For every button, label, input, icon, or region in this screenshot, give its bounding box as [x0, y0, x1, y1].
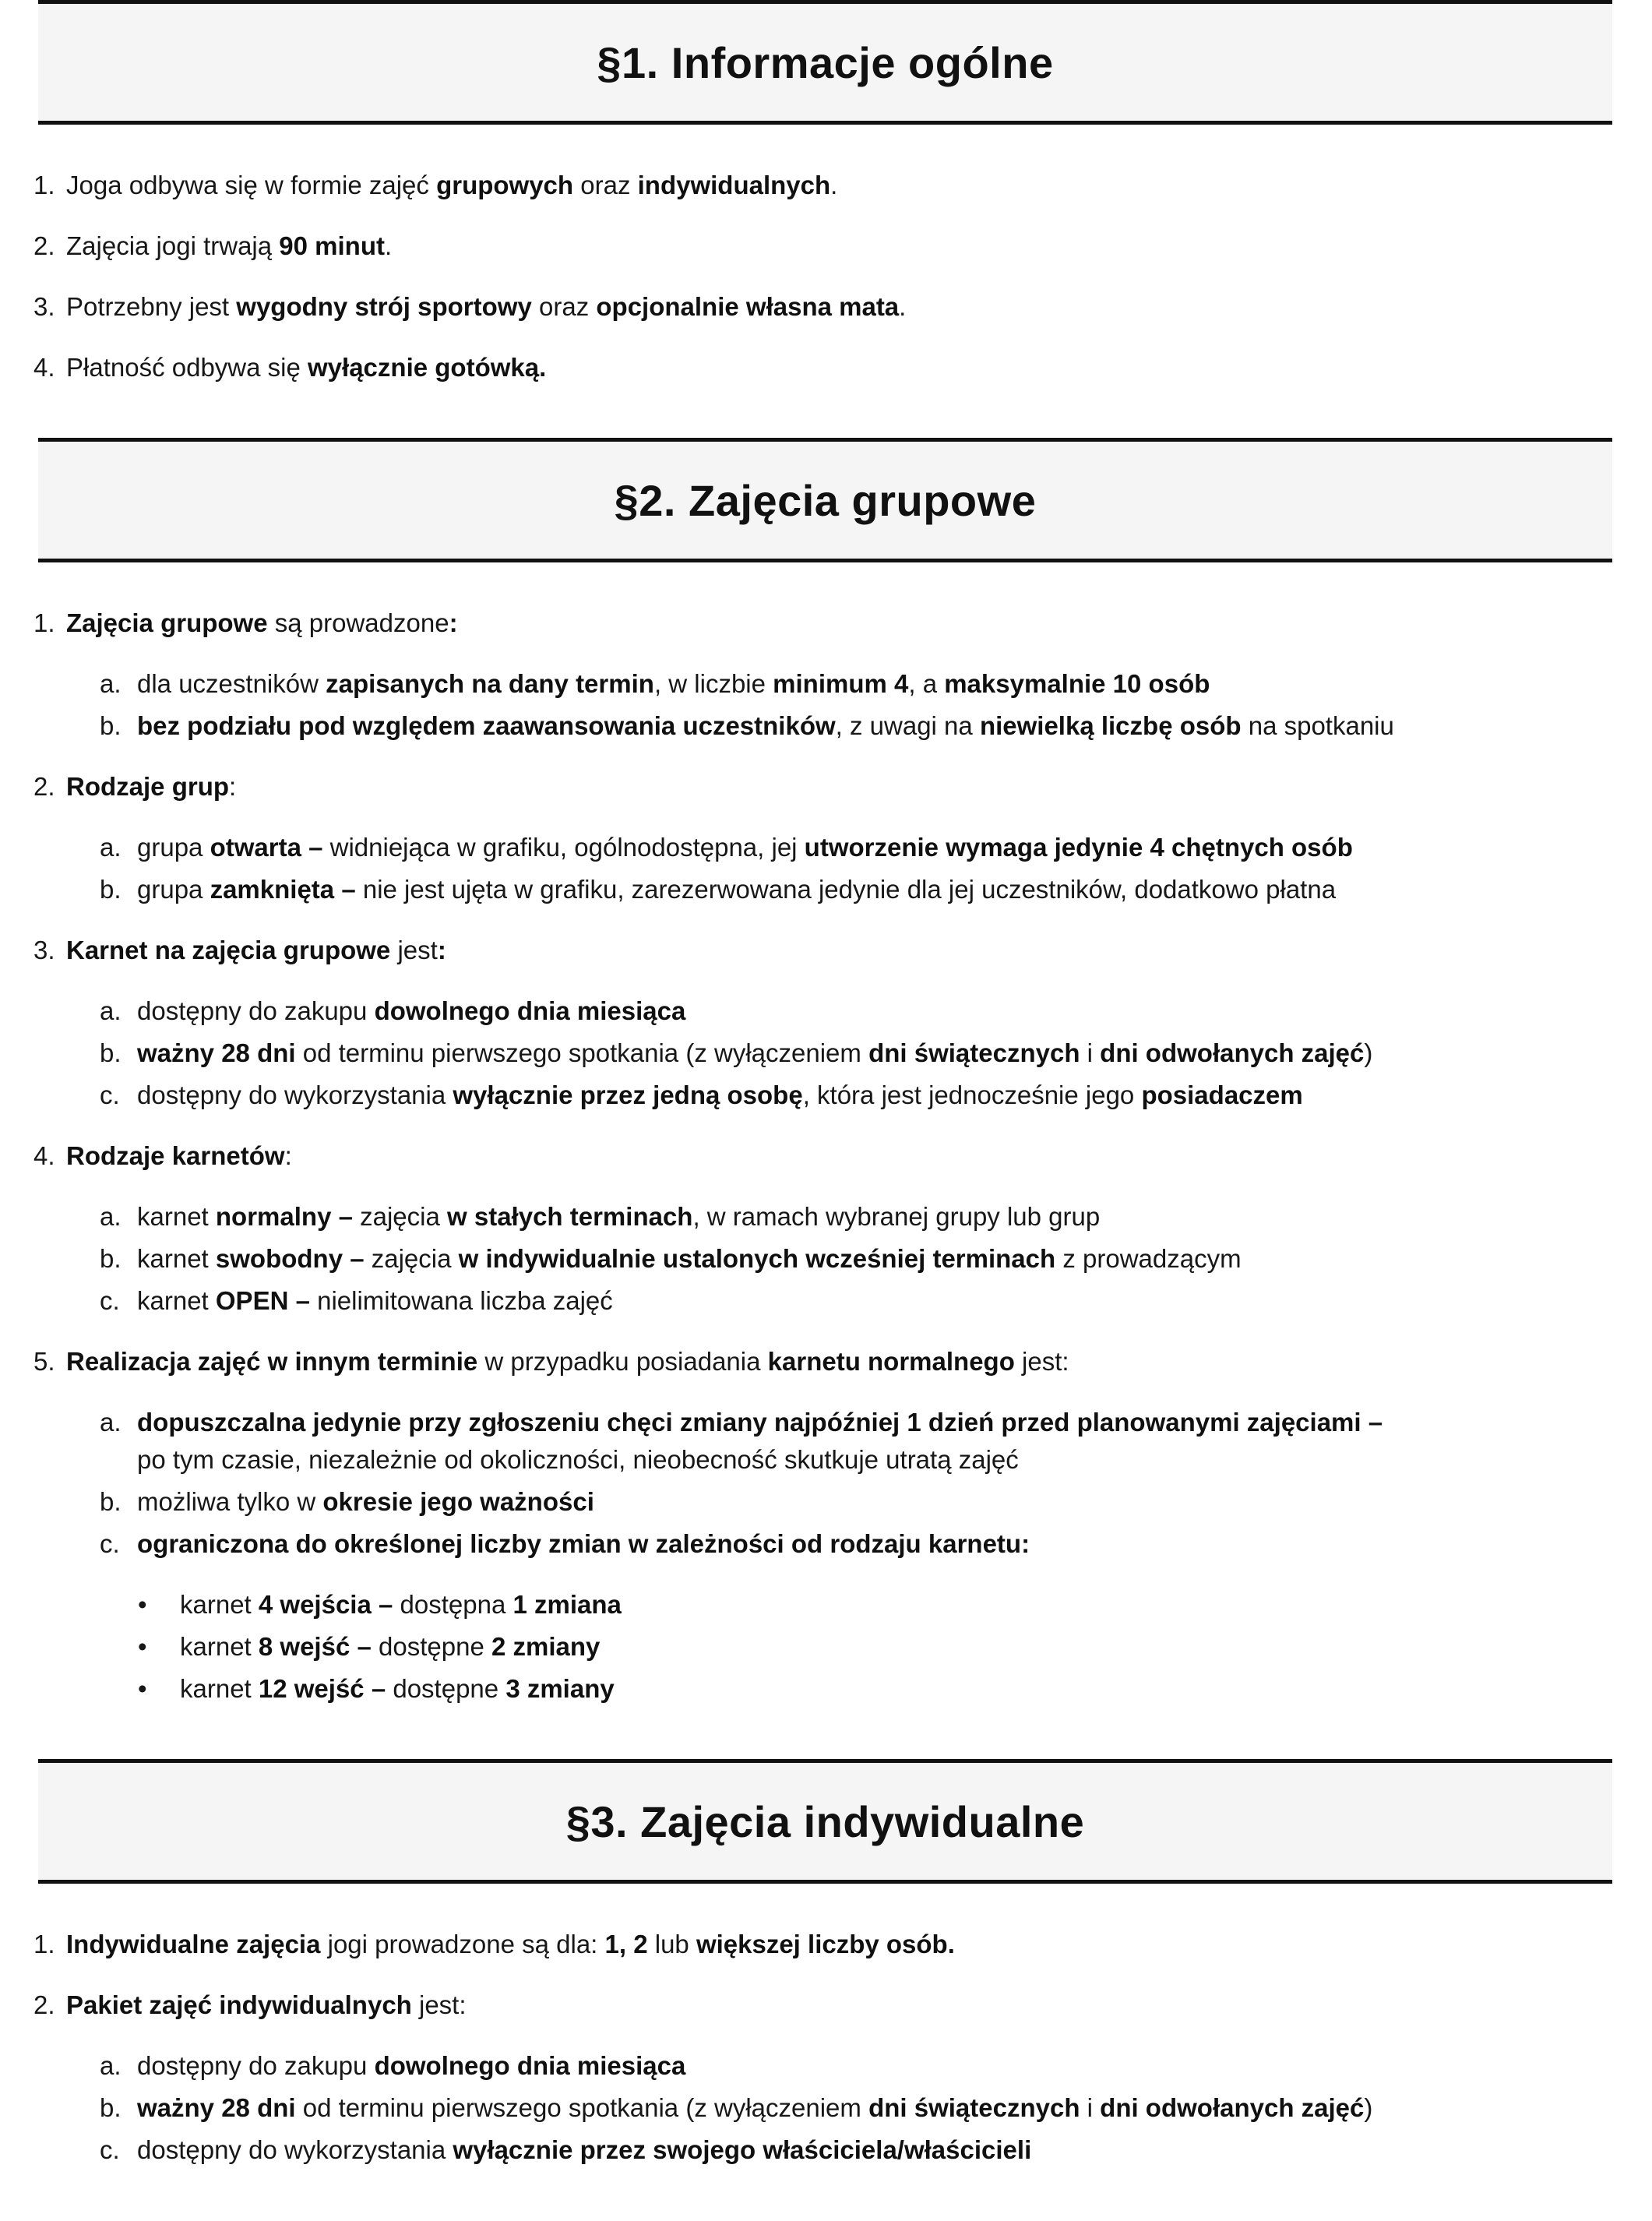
section-title: §3. Zajęcia indywidualne	[565, 1796, 1085, 1846]
section-list	[33, 605, 1629, 1708]
text-segment: na spotkaniu	[1241, 711, 1394, 740]
list-row	[138, 1628, 1629, 1666]
list-row	[100, 1525, 1629, 1563]
item-marker: 1.	[33, 171, 55, 199]
text-segment: zajęcia	[352, 1202, 448, 1231]
sub-item-marker: a.	[100, 1202, 122, 1231]
list-row	[100, 992, 1629, 1030]
text-segment: ograniczona do określonej liczby zmian w zależności od rodzaju karnetu	[137, 1529, 1022, 1558]
item-text	[66, 932, 1629, 969]
list-row	[33, 1343, 1629, 1380]
text-segment: utworzenie wymaga jedynie 4 chętnych osób	[804, 833, 1353, 862]
text-segment: swobodny –	[215, 1244, 365, 1273]
text-segment: zajęcia	[364, 1244, 459, 1273]
item-marker: 3.	[33, 936, 55, 964]
sub-item-marker: b.	[100, 875, 122, 904]
section-header	[38, 0, 1612, 125]
text-segment: :	[284, 1141, 292, 1170]
sub-item-marker: b.	[100, 2093, 122, 2122]
list-item	[33, 1343, 1629, 1708]
item-marker: 3.	[33, 292, 55, 321]
text-segment: karnet	[137, 1244, 216, 1273]
text-segment: większej liczby osób.	[696, 1930, 955, 1958]
list-row	[100, 707, 1629, 745]
text-segment: dostępny do wykorzystania	[137, 2135, 453, 2164]
item-text	[66, 1137, 1629, 1175]
text-segment: karnet	[137, 1202, 216, 1231]
text-segment: , a	[908, 669, 945, 698]
list-item	[33, 932, 1629, 1114]
text-segment: grupa	[137, 833, 210, 862]
text-segment: )	[1364, 2093, 1373, 2122]
sub-list	[33, 1198, 1629, 1320]
text-segment: jogi prowadzone są dla:	[320, 1930, 605, 1958]
item-text	[137, 2047, 1629, 2085]
section-title: §2. Zajęcia grupowe	[614, 475, 1037, 525]
item-text	[137, 2089, 1629, 2127]
sub-list	[33, 992, 1629, 1114]
text-segment: dla uczestników	[137, 669, 326, 698]
text-segment: wyłącznie przez swojego właściciela/właścicieli	[453, 2135, 1032, 2164]
text-segment: możliwa tylko w	[137, 1487, 323, 1516]
text-segment: zamknięta –	[210, 875, 356, 904]
text-segment: minimum 4	[773, 669, 909, 698]
text-segment: oraz	[531, 292, 597, 321]
sub-item-marker: c.	[100, 1081, 120, 1109]
item-text	[66, 167, 1629, 204]
list-row	[138, 1670, 1629, 1708]
text-segment: :	[437, 936, 446, 964]
list-row	[33, 288, 1629, 326]
text-segment: dowolnego dnia miesiąca	[374, 996, 686, 1025]
text-segment: z prowadzącym	[1055, 1244, 1242, 1273]
text-segment: Indywidualne zajęcia	[66, 1930, 321, 1958]
text-segment: dostępna	[393, 1590, 513, 1619]
text-segment: grupa	[137, 875, 210, 904]
list-row	[100, 1198, 1629, 1236]
text-segment: dostępne	[371, 1632, 491, 1661]
item-text	[137, 1483, 1629, 1521]
sub-list	[33, 2047, 1629, 2169]
list-row	[100, 1282, 1629, 1320]
item-text	[66, 1926, 1629, 1963]
text-segment: dopuszczalna jedynie przy zgłoszeniu chęci zmiany najpóźniej 1 dzień przed planowanymi zajęciami –	[137, 1408, 1383, 1437]
list-row	[100, 665, 1629, 703]
item-text	[137, 1404, 1629, 1479]
list-row	[33, 1926, 1629, 1963]
text-segment: dni odwołanych zajęć	[1100, 2093, 1365, 2122]
text-segment: ważny 28 dni	[137, 2093, 296, 2122]
list-row	[33, 1987, 1629, 2024]
text-segment: wygodny strój sportowy	[236, 292, 532, 321]
list-row	[33, 768, 1629, 806]
item-text	[137, 707, 1629, 745]
text-segment: dowolnego dnia miesiąca	[374, 2051, 686, 2080]
text-segment: Joga odbywa się w formie zajęć	[66, 171, 437, 199]
item-marker: 1.	[33, 1930, 55, 1958]
text-segment: dostępny do zakupu	[137, 996, 375, 1025]
list-item	[33, 1137, 1629, 1320]
list-item	[33, 605, 1629, 745]
text-segment: Rodzaje karnetów	[66, 1141, 285, 1170]
list-item	[33, 227, 1629, 265]
text-segment: 1 zmiana	[513, 1590, 622, 1619]
text-segment: posiadaczem	[1141, 1081, 1303, 1109]
item-marker: 5.	[33, 1347, 55, 1376]
item-text	[137, 2131, 1629, 2169]
text-segment: maksymalnie 10 osób	[944, 669, 1210, 698]
list-row	[100, 1035, 1629, 1072]
text-segment: okresie jego ważności	[322, 1487, 594, 1516]
sub-item-marker: b.	[100, 1487, 122, 1516]
text-segment: karnetu normalnego	[767, 1347, 1015, 1376]
item-text	[137, 1077, 1629, 1114]
text-segment: .	[830, 171, 838, 199]
list-item	[33, 768, 1629, 908]
text-segment: dni odwołanych zajęć	[1100, 1038, 1365, 1067]
text-segment: )	[1364, 1038, 1373, 1067]
list-item	[33, 1926, 1629, 1963]
item-text	[180, 1628, 1629, 1666]
text-segment: dostępne	[386, 1674, 506, 1703]
text-segment: 1, 2	[604, 1930, 648, 1958]
text-segment: .	[384, 231, 393, 260]
text-segment: :	[229, 772, 237, 801]
text-segment: , która jest jednocześnie jego	[802, 1081, 1142, 1109]
list-row	[33, 932, 1629, 969]
text-segment: widniejąca w grafiku, ogólnodostępna, jej	[322, 833, 805, 862]
text-segment: w przypadku posiadania	[477, 1347, 768, 1376]
sub-item-marker: b.	[100, 711, 122, 740]
text-segment: grupowych	[436, 171, 574, 199]
bullet-list	[33, 1586, 1629, 1708]
sub-item-marker: a.	[100, 996, 122, 1025]
section-header	[38, 438, 1612, 562]
text-segment: jest:	[411, 1990, 467, 2019]
list-row	[33, 605, 1629, 642]
list-row	[100, 1240, 1629, 1278]
text-segment: oraz	[573, 171, 638, 199]
sub-item-marker: c.	[100, 2135, 120, 2164]
item-marker: 1.	[33, 608, 55, 637]
text-segment: Pakiet zajęć indywidualnych	[66, 1990, 412, 2019]
section-title: §1. Informacje ogólne	[597, 37, 1054, 87]
section-header	[38, 1759, 1612, 1884]
text-segment: jest	[390, 936, 438, 964]
text-segment: , z uwagi na	[835, 711, 980, 740]
text-segment: Płatność odbywa się	[66, 353, 308, 382]
item-text	[137, 992, 1629, 1030]
text-segment: ważny 28 dni	[137, 1038, 296, 1067]
text-segment: są prowadzone	[267, 608, 449, 637]
list-row	[100, 1404, 1629, 1479]
text-segment: normalny –	[215, 1202, 353, 1231]
item-marker: 4.	[33, 353, 55, 382]
item-marker: 4.	[33, 1141, 55, 1170]
bullet-marker: •	[138, 1590, 147, 1619]
sub-item-marker: c.	[100, 1529, 120, 1558]
text-segment: jest:	[1014, 1347, 1069, 1376]
text-segment: :	[1021, 1529, 1030, 1558]
text-segment: karnet	[180, 1632, 259, 1661]
text-segment: 4 wejścia –	[258, 1590, 393, 1619]
list-row	[33, 167, 1629, 204]
text-segment: Zajęcia jogi trwają	[66, 231, 280, 260]
item-text	[180, 1586, 1629, 1623]
text-segment: i	[1080, 2093, 1101, 2122]
item-text	[66, 768, 1629, 806]
text-segment: karnet	[180, 1674, 259, 1703]
text-segment: niewielką liczbę osób	[979, 711, 1242, 740]
list-item	[33, 349, 1629, 386]
text-segment: w stałych terminach	[447, 1202, 693, 1231]
text-segment: w indywidualnie ustalonych wcześniej terminach	[458, 1244, 1056, 1273]
text-segment: zapisanych na dany termin	[326, 669, 654, 698]
text-segment: 90 minut	[279, 231, 385, 260]
list-row	[33, 227, 1629, 265]
list-item	[33, 167, 1629, 204]
list-row	[100, 1483, 1629, 1521]
item-text	[137, 1240, 1629, 1278]
item-text	[66, 349, 1629, 386]
sub-item-marker: b.	[100, 1244, 122, 1273]
text-segment: 12 wejść –	[258, 1674, 386, 1703]
text-segment: lub	[647, 1930, 696, 1958]
text-segment: otwarta –	[210, 833, 323, 862]
text-segment: indywidualnych	[637, 171, 831, 199]
text-segment: :	[449, 608, 458, 637]
list-row	[100, 829, 1629, 866]
sub-item-marker: a.	[100, 2051, 122, 2080]
text-segment: karnet	[137, 1286, 216, 1315]
text-segment: opcjonalnie własna mata	[596, 292, 900, 321]
sub-list	[33, 665, 1629, 745]
item-text	[137, 1198, 1629, 1236]
text-segment: po tym czasie, niezależnie od okoliczności, nieobecność skutkuje utratą zajęć	[137, 1445, 1019, 1474]
sub-list	[33, 1404, 1629, 1563]
item-text	[180, 1670, 1629, 1708]
text-segment: OPEN –	[215, 1286, 310, 1315]
item-text	[137, 871, 1629, 908]
section-list	[33, 1926, 1629, 2169]
list-row	[33, 349, 1629, 386]
text-segment: nie jest ujęta w grafiku, zarezerwowana jedynie dla jej uczestników, dodatkowo płatna	[355, 875, 1337, 904]
item-text	[137, 665, 1629, 703]
text-segment: 2 zmiany	[491, 1632, 601, 1661]
text-segment: Zajęcia grupowe	[66, 608, 268, 637]
list-row	[100, 2047, 1629, 2085]
list-item	[33, 288, 1629, 326]
text-segment: wyłącznie przez jedną osobę	[453, 1081, 803, 1109]
text-segment: od terminu pierwszego spotkania (z wyłączeniem	[295, 2093, 869, 2122]
list-row	[100, 2089, 1629, 2127]
text-segment: od terminu pierwszego spotkania (z wyłączeniem	[295, 1038, 869, 1067]
list-row	[100, 1077, 1629, 1114]
item-text	[137, 1525, 1629, 1563]
item-marker: 2.	[33, 1990, 55, 2019]
sub-item-marker: a.	[100, 1408, 122, 1437]
text-segment: nielimitowana liczba zajęć	[309, 1286, 613, 1315]
item-text	[66, 605, 1629, 642]
text-segment: karnet	[180, 1590, 259, 1619]
list-row	[33, 1137, 1629, 1175]
text-segment: 8 wejść –	[258, 1632, 372, 1661]
sub-item-marker: a.	[100, 669, 122, 698]
sub-item-marker: a.	[100, 833, 122, 862]
list-row	[100, 871, 1629, 908]
text-segment: Realizacja zajęć w innym terminie	[66, 1347, 478, 1376]
sub-item-marker: c.	[100, 1286, 120, 1315]
text-segment: dni świątecznych	[868, 2093, 1080, 2122]
item-marker: 2.	[33, 772, 55, 801]
text-segment: dostępny do wykorzystania	[137, 1081, 453, 1109]
text-segment: bez podziału pod względem zaawansowania uczestników	[137, 711, 836, 740]
item-text	[137, 829, 1629, 866]
text-segment: dni świątecznych	[868, 1038, 1080, 1067]
text-segment: Karnet na zajęcia grupowe	[66, 936, 391, 964]
sub-list	[33, 829, 1629, 908]
item-text	[137, 1035, 1629, 1072]
item-text	[66, 227, 1629, 265]
bullet-marker: •	[138, 1674, 147, 1703]
text-segment: dostępny do zakupu	[137, 2051, 375, 2080]
item-text	[66, 1343, 1629, 1380]
text-segment: .	[899, 292, 907, 321]
sub-item-marker: b.	[100, 1038, 122, 1067]
text-segment: , w liczbie	[653, 669, 773, 698]
list-item	[33, 1987, 1629, 2169]
item-text	[137, 1282, 1629, 1320]
list-row	[100, 2131, 1629, 2169]
list-row	[138, 1586, 1629, 1623]
text-segment: Potrzebny jest	[66, 292, 237, 321]
text-segment: , w ramach wybranej grupy lub grup	[692, 1202, 1101, 1231]
text-segment: wyłącznie gotówką.	[308, 353, 547, 382]
section-list	[33, 167, 1629, 386]
bullet-marker: •	[138, 1632, 147, 1661]
item-marker: 2.	[33, 231, 55, 260]
text-segment: Rodzaje grup	[66, 772, 230, 801]
text-segment: i	[1080, 1038, 1101, 1067]
item-text	[66, 1987, 1629, 2024]
item-text	[66, 288, 1629, 326]
text-segment: 3 zmiany	[505, 1674, 615, 1703]
